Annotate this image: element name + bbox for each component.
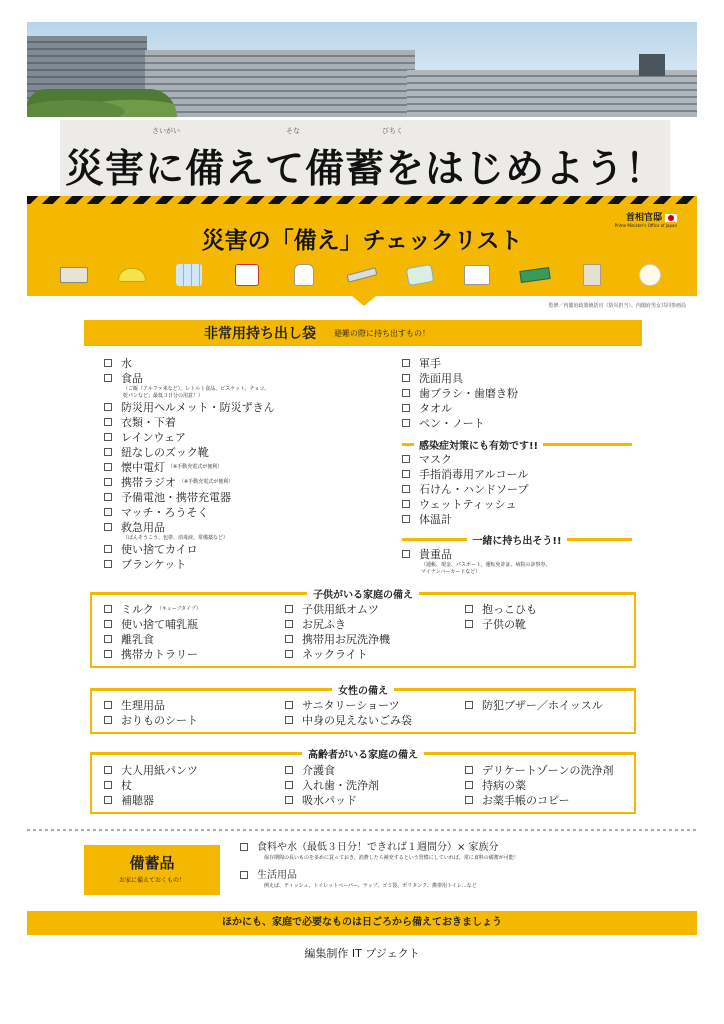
women-box — [90, 688, 636, 734]
checklist-item[interactable]: 救急用品 — [104, 520, 384, 535]
checklist-title: 災害の「備え」チェックリスト — [201, 228, 523, 254]
checkbox[interactable] — [104, 605, 112, 613]
checkbox[interactable] — [402, 485, 410, 493]
building-center — [145, 50, 415, 117]
checkbox[interactable] — [104, 418, 112, 426]
item-note: （ご飯（アルファ米など）、レトルト食品、ビスケット、チョコ、 — [123, 386, 270, 392]
emergency-bag-subtitle: 避難の際に持ち出すもの！ — [334, 328, 430, 338]
checklist-item[interactable]: 子供の靴 — [465, 617, 537, 632]
checkbox[interactable] — [465, 781, 473, 789]
checklist-item[interactable]: 懐中電灯 （※手動充電式が便利） — [104, 460, 384, 475]
toilet-paper-icon — [633, 264, 667, 286]
kantei-logo — [615, 210, 677, 228]
checkbox[interactable] — [104, 463, 112, 471]
stockpile-list — [240, 840, 519, 890]
checkbox[interactable] — [402, 404, 410, 412]
checklist-item[interactable]: 衣類・下着 — [104, 415, 384, 430]
emergency-bag-title: 非常用持ち出し袋 — [204, 326, 316, 342]
checkbox[interactable] — [104, 545, 112, 553]
checklist-item[interactable]: マスク — [402, 452, 632, 467]
checklist-item[interactable]: 吸水パッド — [285, 793, 379, 808]
checklist-item[interactable]: 補聴器 — [104, 793, 198, 808]
checkbox[interactable] — [104, 374, 112, 382]
checklist-item[interactable]: ネックライト — [285, 647, 390, 662]
footer-banner: ほかにも、家庭で必要なものは日ごろから備えておきましょう — [27, 911, 697, 935]
item-note: （通帳、現金、パスポート、運転免許証、病院の診察券、 — [421, 562, 551, 568]
stockpile-title: 備蓄品 — [129, 854, 175, 872]
main-title-banner — [60, 120, 670, 196]
checkbox[interactable] — [402, 515, 410, 523]
checklist-item[interactable]: 携帯ラジオ （※手動充電式が便利） — [104, 475, 384, 490]
checkbox[interactable] — [104, 448, 112, 456]
checkbox[interactable] — [285, 796, 293, 804]
emergency-bag-left-list — [104, 356, 384, 572]
checkbox[interactable] — [465, 620, 473, 628]
logo-jp: 首相官邸 — [625, 213, 662, 223]
checklist-item[interactable]: 洗面用具 — [402, 371, 632, 386]
item-note: 例えば、ティッシュ、トイレットペーパー、ラップ、ゴミ袋、ポリタンク、携帯用トイレ…など — [264, 883, 477, 889]
checklist-item[interactable]: 歯ブラシ・歯磨き粉 — [402, 386, 632, 401]
checkbox[interactable] — [104, 781, 112, 789]
checklist-item[interactable]: 防災用ヘルメット・防災ずきん — [104, 400, 384, 415]
checkbox[interactable] — [402, 389, 410, 397]
children-col-3 — [465, 602, 537, 632]
flashlight-icon — [345, 264, 379, 286]
item-note: 保存期間の長いものを多めに買っておき、消費したら補充するという習慣にしていれば、常に食料の備蓄が可能！ — [264, 855, 519, 861]
checkbox[interactable] — [465, 796, 473, 804]
children-title: 子供がいる家庭の備え — [92, 586, 634, 601]
item-note: 乾パンなど；最低３日分の用意！） — [123, 393, 204, 399]
children-col-2 — [285, 602, 390, 662]
building-tower — [639, 54, 665, 76]
checkbox[interactable] — [104, 493, 112, 501]
checkbox[interactable] — [402, 419, 410, 427]
checklist-item[interactable]: 予備電池・携帯充電器 — [104, 490, 384, 505]
emergency-bag-right-list — [402, 356, 632, 576]
women-col-2 — [285, 698, 412, 728]
checkbox[interactable] — [104, 523, 112, 531]
checkbox[interactable] — [104, 508, 112, 516]
checklist-item[interactable]: 使い捨てカイロ — [104, 542, 384, 557]
checklist-item[interactable]: 杖 — [104, 778, 198, 793]
checkbox[interactable] — [104, 433, 112, 441]
checklist-item[interactable]: 貴重品 — [402, 547, 632, 562]
checkbox[interactable] — [402, 359, 410, 367]
checklist-item[interactable]: タオル — [402, 401, 632, 416]
product-icons-row — [57, 262, 667, 288]
infection-subhead: 感染症対策にも有効です!! — [402, 436, 632, 452]
checklist-item[interactable]: おりものシート — [104, 713, 198, 728]
helmet-icon — [115, 264, 149, 286]
checklist-item[interactable]: お薬手帳のコピー — [465, 793, 614, 808]
checklist-item[interactable]: 介護食 — [285, 763, 379, 778]
checkbox[interactable] — [104, 359, 112, 367]
main-title: 災害に備えて備蓄をはじめよう！ — [64, 147, 665, 192]
trees — [27, 89, 177, 117]
checklist-item[interactable]: 手指消毒用アルコール — [402, 467, 632, 482]
checkbox[interactable] — [285, 605, 293, 613]
dotted-divider — [27, 829, 697, 831]
checklist-item[interactable]: デリケートゾーンの洗浄剤 — [465, 763, 614, 778]
first-aid-kit-icon — [460, 264, 494, 286]
checklist-item[interactable]: 持病の薬 — [465, 778, 614, 793]
checkbox[interactable] — [104, 716, 112, 724]
checklist-item[interactable]: 食品 — [104, 371, 384, 386]
elderly-title: 高齢者がいる家庭の備え — [92, 746, 634, 761]
checkbox[interactable] — [104, 701, 112, 709]
japan-flag-icon — [665, 214, 677, 222]
elderly-col-2 — [285, 763, 379, 808]
checklist-item[interactable]: 生活用品 — [240, 868, 519, 883]
children-box — [90, 592, 636, 668]
checklist-header — [27, 204, 697, 296]
checkbox[interactable] — [285, 781, 293, 789]
canned-food-icon — [575, 264, 609, 286]
item-note: （ばんそうこう、包帯、消毒液、常備薬など） — [123, 535, 229, 541]
checklist-item[interactable]: 使い捨て哺乳瓶 — [104, 617, 201, 632]
ruby-sona: そな — [286, 127, 300, 135]
checkbox[interactable] — [402, 500, 410, 508]
checklist-item[interactable]: ミルク （キューブタイプ） — [104, 602, 201, 617]
stockpile-subtitle: お家に備えておくもの！ — [118, 877, 185, 884]
checklist-item[interactable]: レインウェア — [104, 430, 384, 445]
checkbox[interactable] — [402, 455, 410, 463]
checklist-item[interactable]: 紐なしのズック靴 — [104, 445, 384, 460]
checkbox[interactable] — [240, 871, 248, 879]
emergency-bag-icon — [230, 264, 264, 286]
checkbox[interactable] — [285, 716, 293, 724]
checklist-item[interactable]: 防犯ブザー／ホイッスル — [465, 698, 603, 713]
checklist-item[interactable]: 生理用品 — [104, 698, 198, 713]
checklist-item[interactable]: 子供用紙オムツ — [285, 602, 390, 617]
checkbox[interactable] — [240, 843, 248, 851]
checkbox[interactable] — [104, 650, 112, 658]
checkbox[interactable] — [104, 635, 112, 643]
item-note: マイナンバーカードなど） — [421, 569, 481, 575]
elderly-box — [90, 752, 636, 814]
hero-photo — [27, 22, 697, 117]
header-pointer — [352, 296, 376, 306]
checklist-item[interactable]: 中身の見えないごみ袋 — [285, 713, 412, 728]
checkbox[interactable] — [104, 478, 112, 486]
radio-icon — [57, 264, 91, 286]
checkbox[interactable] — [402, 470, 410, 478]
checklist-item[interactable]: 体温計 — [402, 512, 632, 527]
together-subhead: 一緒に持ち出そう!! — [402, 531, 632, 547]
checklist-item[interactable]: 抱っこひも — [465, 602, 537, 617]
checkbox[interactable] — [285, 635, 293, 643]
checklist-item[interactable]: ブランケット — [104, 557, 384, 572]
checkbox[interactable] — [285, 620, 293, 628]
checkbox[interactable] — [104, 620, 112, 628]
water-bottles-icon — [172, 264, 206, 286]
checklist-item[interactable]: 離乳食 — [104, 632, 201, 647]
logo-en: Prime Minister's Office of Japan — [614, 223, 677, 228]
checklist-item[interactable]: 石けん・ハンドソープ — [402, 482, 632, 497]
checkbox[interactable] — [285, 766, 293, 774]
checklist-item[interactable]: お尻ふき — [285, 617, 390, 632]
cash-icon — [518, 264, 552, 286]
checkbox[interactable] — [465, 766, 473, 774]
checkbox[interactable] — [104, 796, 112, 804]
checklist-item[interactable]: 大人用紙パンツ — [104, 763, 198, 778]
checklist-item[interactable]: サニタリーショーツ — [285, 698, 412, 713]
checklist-item[interactable]: マッチ・ろうそく — [104, 505, 384, 520]
ruby-bichiku: びちく — [382, 127, 403, 135]
checkbox[interactable] — [402, 374, 410, 382]
checkbox[interactable] — [104, 766, 112, 774]
checklist-item[interactable]: 食料や水（最低３日分！できれば１週間分）× 家族分 — [240, 840, 519, 855]
checkbox[interactable] — [285, 701, 293, 709]
elderly-col-1 — [104, 763, 198, 808]
checklist-item[interactable]: ペン・ノート — [402, 416, 632, 431]
backpack-icon — [287, 264, 321, 286]
women-title: 女性の備え — [92, 682, 634, 697]
editor-credit: 編集制作 IT プジェクト — [304, 947, 420, 960]
checkbox[interactable] — [285, 650, 293, 658]
elderly-col-3 — [465, 763, 614, 808]
women-col-3 — [465, 698, 603, 713]
credit-line: 監修／内閣府政策統括官（防災担当）、内閣府男女共同参画局 — [548, 303, 686, 309]
checkbox[interactable] — [465, 701, 473, 709]
checklist-item[interactable]: 水 — [104, 356, 384, 371]
checklist-item[interactable]: 携帯カトラリー — [104, 647, 201, 662]
children-col-1 — [104, 602, 201, 662]
checkbox[interactable] — [402, 550, 410, 558]
checklist-item[interactable]: 入れ歯・洗浄剤 — [285, 778, 379, 793]
checkbox[interactable] — [104, 403, 112, 411]
checklist-item[interactable]: 軍手 — [402, 356, 632, 371]
emergency-bag-header — [84, 320, 642, 346]
checklist-item[interactable]: 携帯用お尻洗浄機 — [285, 632, 390, 647]
wet-tissue-icon — [403, 264, 437, 286]
stockpile-label-box — [84, 845, 220, 895]
building-right — [407, 70, 697, 117]
checkbox[interactable] — [104, 560, 112, 568]
checklist-item[interactable]: ウェットティッシュ — [402, 497, 632, 512]
checkbox[interactable] — [465, 605, 473, 613]
ruby-saigai: さいがい — [152, 127, 180, 135]
women-col-1 — [104, 698, 198, 728]
